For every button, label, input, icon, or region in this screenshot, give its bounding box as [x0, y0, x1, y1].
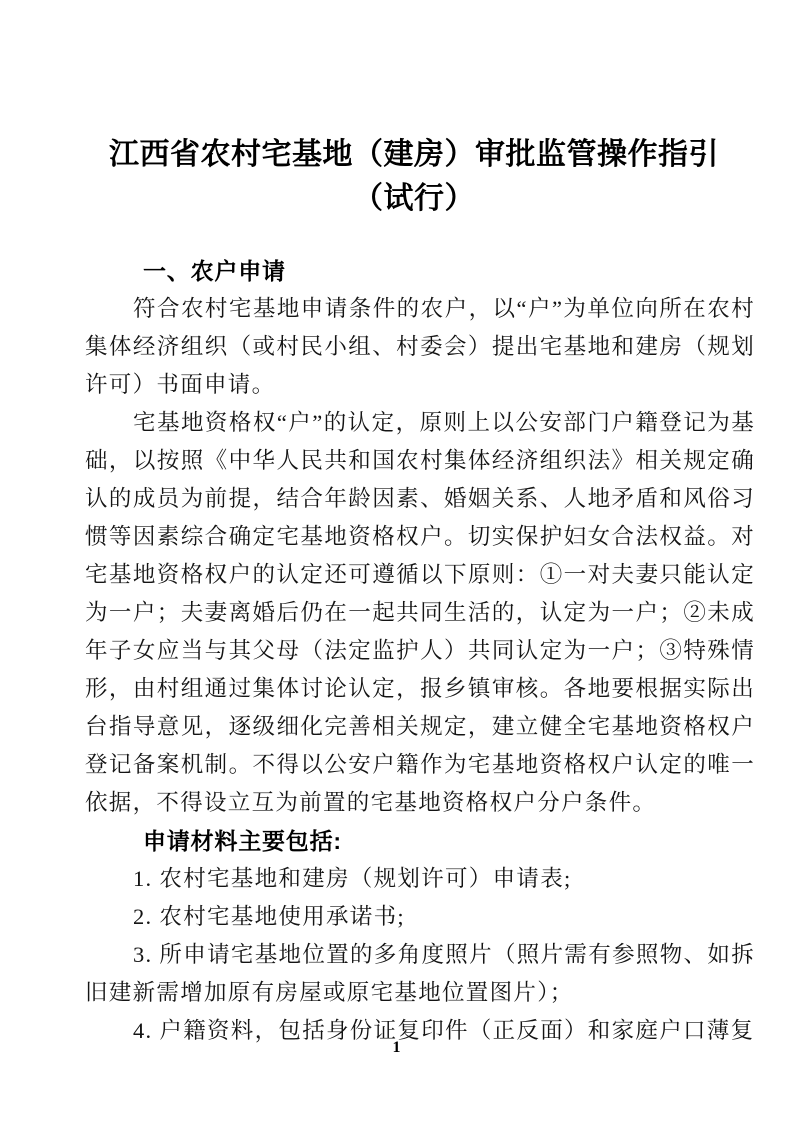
paragraph: 符合农村宅基地申请条件的农户，以“户”为单位向所在农村集体经济组织（或村民小组、村委会）提出宅基地和建房（规划许可）书面申请。 — [85, 296, 755, 397]
list-item: 2. 农村宅基地使用承诺书; — [133, 904, 405, 929]
section-heading: 一、农户申请 — [143, 258, 286, 284]
list-item: 3. 所申请宅基地位置的多角度照片（照片需有参照物、如拆旧建新需增加原有房屋或原宅基地位置图片）； — [85, 942, 755, 1005]
doc-body — [85, 252, 755, 1050]
paragraph: 宅基地资格权“户”的认定，原则上以公安部门户籍登记为基础，以按照《中华人民共和国农村集体经济组织法》相关规定确认的成员为前提，结合年龄因素、婚姻关系、人地矛盾和风俗习惯等因素综合确定宅基地资格权户。切实保护妇女合法权益。对宅基地资格权户的认定还可遵循以下原则：①一对夫妻只能认定为一户；夫妻离婚后仍在一起共同生活的，认定为一户；②未成年子女应当与其父母（法定监护人）共同认定为一户；③特殊情形，由村组通过集体讨论认定，报乡镇审核。各地要根据实际出台指导意见，逐级细化完善相关规定，建立健全宅基地资格权户登记备案机制。不得以公安户籍作为宅基地资格权户认定的唯一依据，不得设立互为前置的宅基地资格权户分户条件。 — [85, 410, 755, 815]
document-content — [85, 0, 755, 1050]
page-number: 1 — [392, 1039, 401, 1056]
doc-title-line2: （试行） — [353, 182, 475, 215]
doc-title-line1: 江西省农村宅基地（建房）审批监管操作指引 — [109, 138, 719, 171]
section-heading: 申请材料主要包括: — [143, 828, 342, 854]
list-item: 4. 户籍资料，包括身份证复印件（正反面）和家庭户口薄复 — [133, 1018, 755, 1043]
list-item: 1. 农村宅基地和建房（规划许可）申请表; — [133, 866, 572, 891]
doc-title — [73, 133, 755, 221]
